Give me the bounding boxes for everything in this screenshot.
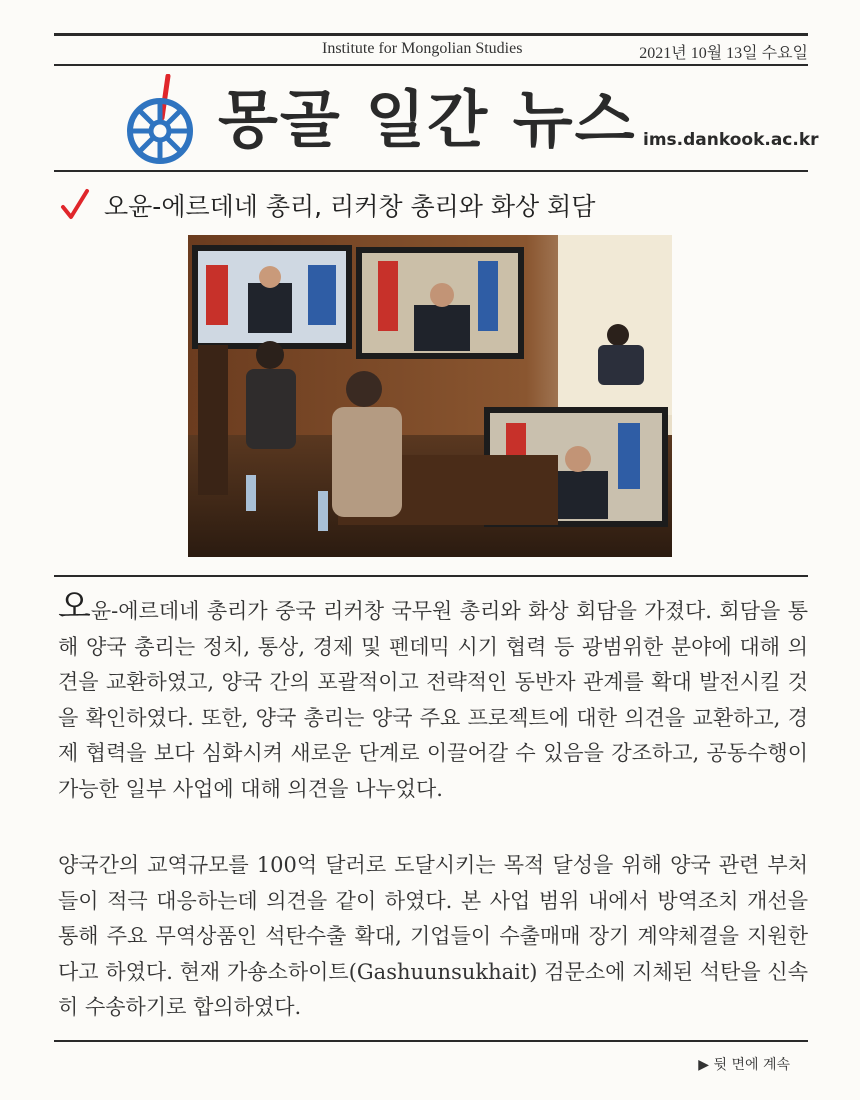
top-rule <box>54 33 808 36</box>
continued-notice: ▶ 뒷 면에 계속 <box>698 1057 790 1073</box>
dateline <box>54 40 808 62</box>
photo-bottom-rule <box>54 575 808 577</box>
video-conference-photo <box>188 235 672 557</box>
check-icon <box>60 188 90 222</box>
masthead-title: 몽골 일간 뉴스 <box>218 83 637 156</box>
drop-cap: 오 <box>58 587 91 627</box>
article-paragraph-1 <box>58 587 808 807</box>
institute-name: Institute for Mongolian Studies <box>322 40 523 57</box>
site-url[interactable]: ims.dankook.ac.kr <box>643 130 819 150</box>
article-paragraph-2: 양국간의 교역규모를 100억 달러로 도달시키는 목적 달성을 위해 양국 관련 부처들이 적극 대응하는데 의견을 같이 하였다. 본 사업 범위 내에서 방역조치 개선을 통해 주요 무역상품인 석탄수출 확대, 기업들이 수출매매 장기 계약체결을 지원한다고 하였다. 현재 가숑소하이트(Gashuunsukhait) 검문소에 지체된 석탄을 신속히 수송하기로 합의하였다. <box>58 853 808 1019</box>
masthead-bottom-rule <box>54 170 808 172</box>
article-headline: 오윤-에르데네 총리, 리커창 총리와 화상 회담 <box>104 192 596 221</box>
issue-date: 2021년 10월 13일 수요일 <box>639 45 808 62</box>
wheel-logo-icon <box>124 74 196 164</box>
footer-rule <box>54 1040 808 1042</box>
masthead-top-rule <box>54 64 808 66</box>
paragraph-1-text: 윤-에르데네 총리가 중국 리커창 국무원 총리와 화상 회담을 가졌다. 회담을 통해 양국 총리는 정치, 통상, 경제 및 펜데믹 시기 협력 등 광범위한 분야에 대해 의견을 교환하였고, 양국 간의 포괄적이고 전략적인 동반자 관계를 확대 발전시킬 것을 확인하였다. 또한, 양국 총리는 양국 주요 프로젝트에 대한 의견을 교환하고, 경제 협력을 보다 심화시켜 새로운 단계로 이끌어갈 수 있음을 강조하고, 공동수행이 가능한 일부 사업에 대해 의견을 나누었다. <box>58 599 808 801</box>
